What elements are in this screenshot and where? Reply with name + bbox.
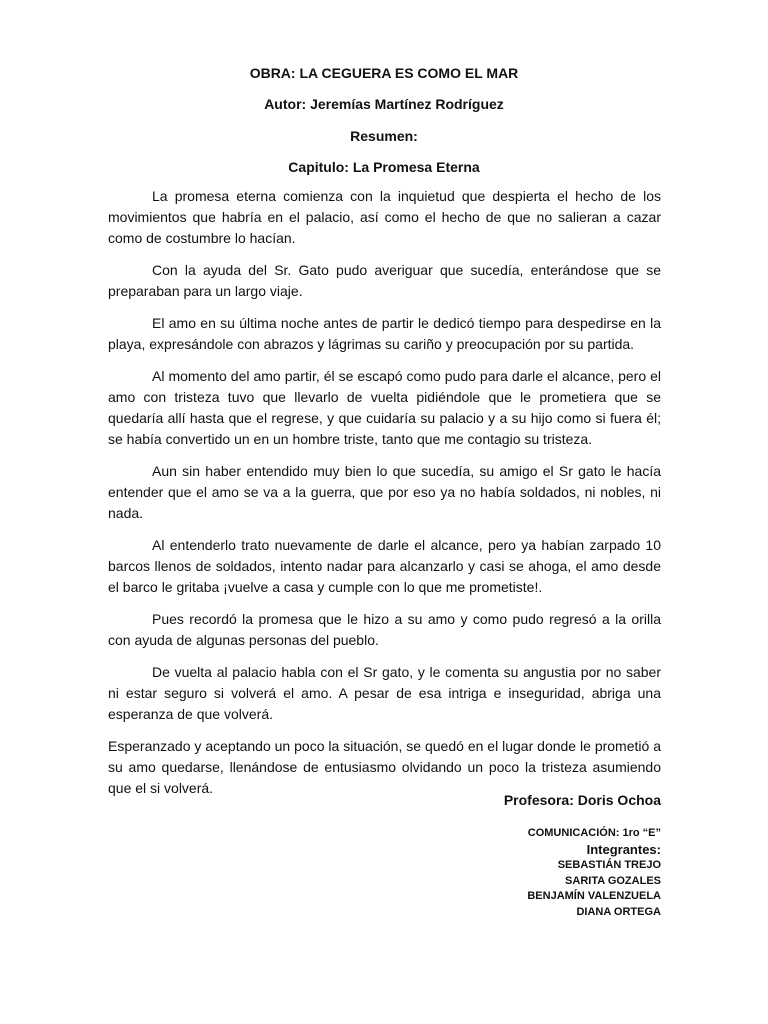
summary-label: Resumen:	[350, 128, 418, 144]
paragraph-8: De vuelta al palacio habla con el Sr gato, y le comenta su angustia por no saber ni estar seguro si volverá el amo. A pesar de esa intriga e inseguridad, abriga una esperanza de que volverá.	[108, 664, 661, 722]
member-name: DIANA ORTEGA	[576, 905, 661, 918]
paragraph-3: El amo en su última noche antes de partir le dedicó tiempo para despedirse en la playa, expresándole con abrazos y lágrimas su cariño y preocupación por su partida.	[108, 315, 661, 352]
paragraph-2: Con la ayuda del Sr. Gato pudo averiguar que sucedía, enterándose que se preparaban para un largo viaje.	[108, 262, 661, 299]
teacher-line: Profesora: Doris Ochoa	[503, 792, 661, 808]
paragraph-5: Aun sin haber entendido muy bien lo que sucedía, su amigo el Sr gato le hacía entender que el amo se va a la guerra, que por eso ya no había soldados, ni nobles, ni nada.	[108, 463, 661, 521]
group-info	[527, 826, 661, 920]
paragraph-7: Pues recordó la promesa que le hizo a su amo y como pudo regresó a la orilla con ayuda de algunas personas del pueblo.	[108, 611, 661, 648]
paragraph-4: Al momento del amo partir, él se escapó como pudo para darle el alcance, pero el amo con tristeza tuvo que llevarlo de vuelta pidiéndole que le prometiera que se quedaría allí hasta que el regrese, y que cuidaría su palacio y a su hijo como si fuera él; se había convertido un en un hombre triste, tanto que me contagio su tristeza.	[108, 368, 661, 447]
chapter-title: Capitulo: La Promesa Eterna	[288, 159, 480, 175]
paragraph-9: Esperanzado y aceptando un poco la situación, se quedó en el lugar donde le prometió a su amo quedarse, llenándose de entusiasmo olvidando un poco la tristeza asumiendo que el si volverá.	[108, 738, 661, 796]
summary-body	[108, 186, 661, 810]
paragraph-1: La promesa eterna comienza con la inquietud que despierta el hecho de los movimientos que habría en el palacio, así como el hecho de que no salieran a cazar como de costumbre lo hacían.	[108, 188, 661, 246]
members-label: Integrantes:	[586, 842, 661, 857]
paragraph-6: Al entenderlo trato nuevamente de darle el alcance, pero ya habían zarpado 10 barcos llenos de soldados, intento nadar para alcanzarlo y casi se ahoga, el amo desde el barco le gritaba ¡vuelve a casa y cumple con lo que me prometiste!.	[108, 537, 661, 595]
member-name: BENJAMÍN VALENZUELA	[527, 890, 661, 902]
member-name: SARITA GOZALES	[565, 874, 661, 887]
author-line: Autor: Jeremías Martínez Rodríguez	[264, 96, 504, 112]
member-name: SEBASTIÁN TREJO	[557, 859, 661, 871]
course-label: COMUNICACIÓN: 1ro “E”	[527, 827, 661, 839]
work-title: OBRA: LA CEGUERA ES COMO EL MAR	[249, 65, 519, 81]
